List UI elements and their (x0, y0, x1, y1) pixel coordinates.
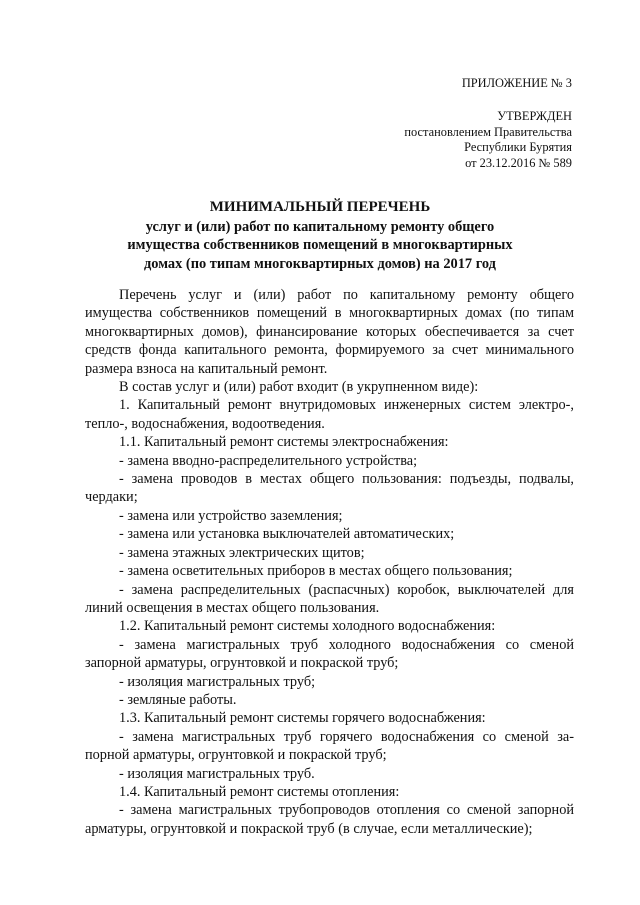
date-number-line: от 23.12.2016 № 589 (465, 156, 572, 171)
list-item: - замена осветительных приборов в местах общего пользования; (119, 563, 513, 580)
list-item: - замена проводов в местах общего пользования: подъезды, подвалы, чердаки; (85, 471, 574, 506)
section-heading: 1.4. Капитальный ремонт системы отопления: (119, 783, 400, 800)
title-sub-line: услуг и (или) работ по капитальному ремонту общего (145, 218, 495, 235)
list-item: - замена вводно-распределительного устройства; (119, 452, 418, 469)
list-item: - замена этажных электрических щитов; (119, 544, 365, 561)
section-heading: 1.3. Капитальный ремонт системы горячего водоснабжения: (119, 710, 486, 727)
list-item: - замена магистральных трубопроводов отопления со сменой запорной арматуры, огрунтовкой и покраской труб (в случае, если металлические); (85, 802, 574, 837)
document-body (85, 286, 574, 838)
approval-header (404, 76, 572, 172)
decree-line: постановлением Правительства (404, 124, 572, 139)
title-sub-line: имущества собственников помещений в многоквартирных (127, 237, 513, 253)
paragraph: Перечень услуг и (или) работ по капитальному ремонту общего имущества собственников помещений в многоквартирных домах (по типам многоквартирных домов), финансирование которых обеспечивается за счет средств фонда капитального ремонта, формируемого за счет минимального размера взноса на капитальный ремонт. (85, 287, 574, 377)
title-sub-line: домах (по типам многоквартирных домов) на 2017 год (144, 255, 496, 272)
title-main: МИНИМАЛЬНЫЙ ПЕРЕЧЕНЬ (209, 199, 431, 215)
list-item: - изоляция магистральных труб; (119, 673, 316, 690)
section-heading: 1.2. Капитальный ремонт системы холодного водоснабжения: (119, 618, 496, 635)
document-title (60, 198, 580, 273)
list-item: - замена или установка выключателей автоматических; (119, 526, 455, 543)
list-item: - изоляция магистральных труб. (119, 765, 315, 782)
paragraph: В состав услуг и (или) работ входит (в укрупненном виде): (119, 379, 479, 396)
list-item: - замена магистральных труб горячего водоснабжения со сменой запорной арматуры, огрунтовкой и покраской труб; (85, 728, 574, 764)
paragraph: 1. Капитальный ремонт внутридомовых инженерных систем электро-, тепло-, водоснабжения, водоотведения. (85, 397, 574, 432)
annex-number: ПРИЛОЖЕНИЕ № 3 (461, 76, 572, 90)
list-item: - замена или устройство заземления; (119, 507, 343, 524)
republic-line: Республики Бурятия (464, 140, 572, 155)
section-heading: 1.1. Капитальный ремонт системы электроснабжения: (119, 434, 449, 451)
list-item: - замена распределительных (распасчных) коробок, выключателей для линий освещения в местах общего пользования. (85, 581, 574, 616)
approved-label: УТВЕРЖДЕН (497, 108, 572, 123)
list-item: - замена магистральных труб холодного водоснабжения со сменой запорной арматуры, огрунтовкой и покраской труб; (85, 636, 574, 672)
list-item: - земляные работы. (119, 691, 237, 708)
